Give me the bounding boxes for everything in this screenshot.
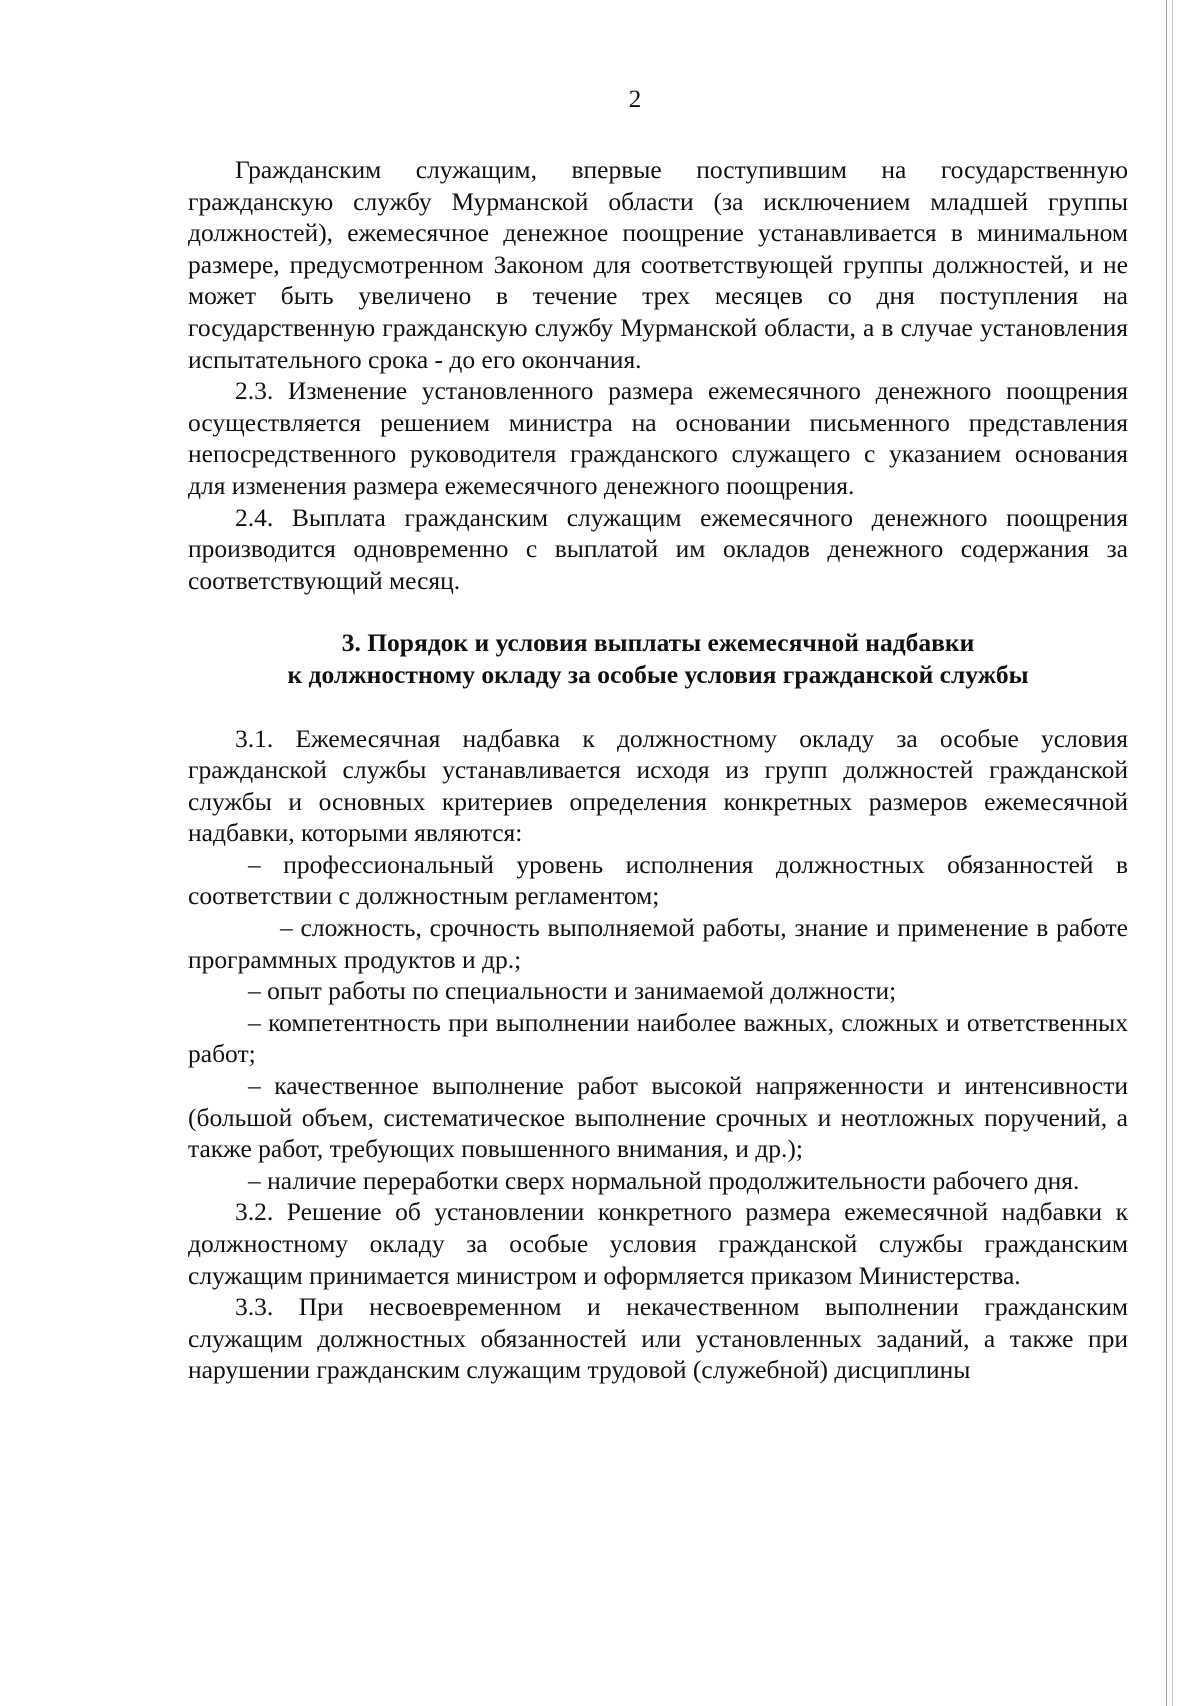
section-3-heading-line-1: 3. Порядок и условия выплаты ежемесячной надбавки <box>341 628 975 658</box>
section-3-heading <box>188 627 1128 690</box>
criteria-item: – наличие переработки сверх нормальной продолжительности рабочего дня. <box>248 1165 1080 1195</box>
paragraph-3-1: 3.1. Ежемесячная надбавка к должностному окладу за особые условия гражданской службы устанавливается исходя из групп должностей гражданской службы и основных критериев определения конкретных размеров ежемесячной надбавки, которыми являются: <box>188 723 1128 848</box>
scan-edge-line <box>1166 0 1167 1706</box>
paragraph-2-2-continued: Гражданским служащим, впервые поступившим на государственную гражданскую службу Мурманской области (за исключением младшей группы должностей), ежемесячное денежное поощрение устанавливается в минимальном размере, предусмотренном Законом для соответствующей группы должностей, и не может быть увеличено в течение трех месяцев со дня поступления на государственную гражданскую службу Мурманской области, а в случае установления испытательного срока - до его окончания. <box>188 155 1128 374</box>
criteria-item: – качественное выполнение работ высокой напряженности и интенсивности (большой объем, систематическое выполнение срочных и неотложных поручений, а также работ, требующих повышенного внимания, и др.); <box>188 1071 1128 1164</box>
paragraph-3-3: 3.3. При несвоевременном и некачественном выполнении гражданским служащим должностных обязанностей или установленных заданий, а также при нарушении гражданским служащим трудовой (служебной) дисциплины <box>188 1292 1128 1385</box>
document-body <box>188 154 1128 1386</box>
criteria-item: – профессиональный уровень исполнения должностных обязанностей в соответствии с должностным регламентом; <box>188 849 1128 911</box>
criteria-item: – сложность, срочность выполняемой работы, знание и применение в работе программных продуктов и др.; <box>188 913 1128 974</box>
scan-edge-line <box>1172 0 1173 1706</box>
paragraph-2-3: 2.3. Изменение установленного размера ежемесячного денежного поощрения осуществляется решением министра на основании письменного представления непосредственного руководителя гражданского служащего с указанием основания для изменения размера ежемесячного денежного поощрения. <box>188 376 1128 500</box>
paragraph-3-2: 3.2. Решение об установлении конкретного размера ежемесячной надбавки к должностному окладу за особые условия гражданской службы гражданским служащим принимается министром и оформляется приказом Министерства. <box>188 1197 1128 1290</box>
page-number: 2 <box>628 86 642 113</box>
section-3-heading-line-2: к должностному окладу за особые условия гражданской службы <box>287 659 1029 689</box>
criteria-item: – компетентность при выполнении наиболее важных, сложных и ответственных работ; <box>188 1007 1128 1069</box>
criteria-item: – опыт работы по специальности и занимаемой должности; <box>248 976 897 1006</box>
paragraph-2-4: 2.4. Выплата гражданским служащим ежемесячного денежного поощрения производится одновременно с выплатой им окладов денежного содержания за соответствующий месяц. <box>188 502 1128 595</box>
